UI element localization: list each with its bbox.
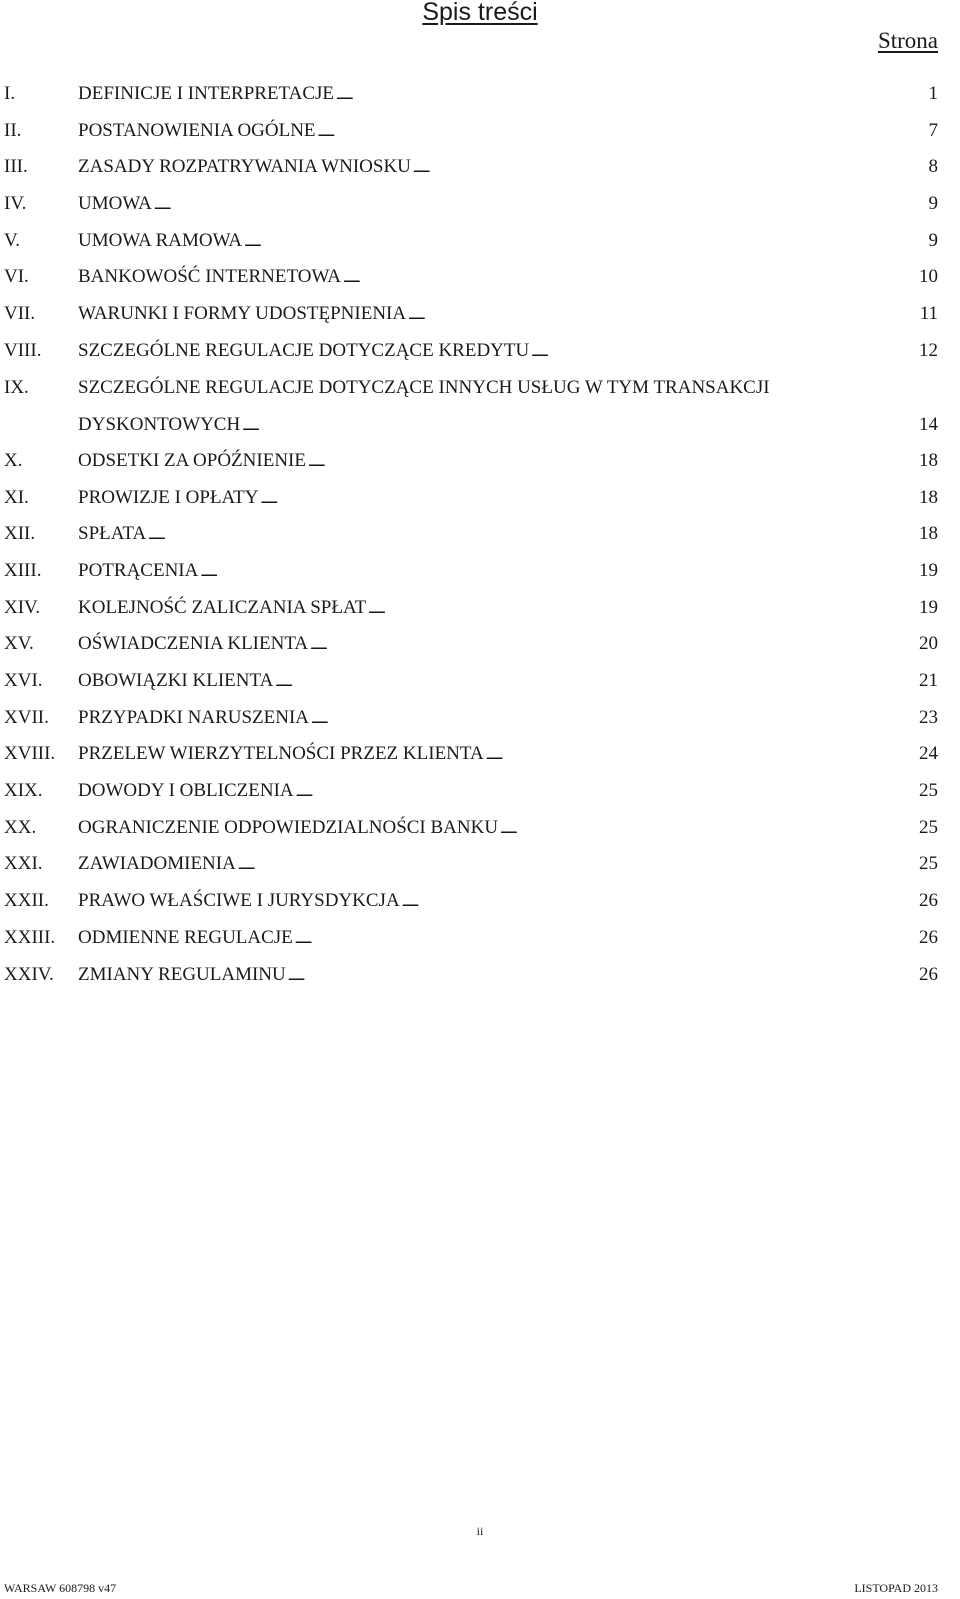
- toc-entry-text: [78, 854, 938, 875]
- toc-entry-label: WARUNKI I FORMY UDOSTĘPNIENIA: [78, 303, 407, 325]
- toc-entry-page: 25: [919, 853, 938, 875]
- toc-entry-page: 14: [919, 413, 938, 435]
- toc-entry-label: ZMIANY REGULAMINU: [78, 963, 286, 985]
- toc-entry[interactable]: [0, 594, 960, 631]
- toc-entry-label: OGRANICZENIE ODPOWIEDZIALNOŚCI BANKU: [78, 816, 499, 838]
- footer-page-number: ii: [476, 1524, 484, 1538]
- toc-entry-number: IX.: [4, 376, 29, 398]
- toc-dot-leader: [296, 781, 917, 802]
- toc-entry[interactable]: [0, 337, 960, 374]
- toc-entry-label: ZASADY ROZPATRYWANIA WNIOSKU: [78, 156, 411, 178]
- toc-entry-page: 24: [919, 743, 938, 765]
- toc-dot-leader: [486, 744, 917, 765]
- toc-entry-number: XVI.: [4, 670, 43, 692]
- toc-entry-label: UMOWA RAMOWA: [78, 229, 243, 251]
- toc-entry-text: [78, 231, 938, 252]
- toc-entry-text: [78, 708, 938, 729]
- toc-entry-number: XXI.: [4, 853, 43, 875]
- toc-entry-number: X.: [4, 449, 23, 471]
- toc-entry-text: [78, 267, 938, 288]
- toc-entry-text: [78, 671, 938, 692]
- toc-entry-number: XXII.: [4, 890, 49, 912]
- toc-entry[interactable]: [0, 374, 960, 447]
- toc-entry-text: [78, 488, 938, 509]
- toc-entry-page: 9: [928, 193, 938, 215]
- toc-dot-leader: [343, 267, 917, 288]
- toc-entry-text: [78, 928, 938, 949]
- toc-entry-page: 18: [919, 449, 938, 471]
- toc-entry[interactable]: [0, 850, 960, 887]
- toc-dot-leader: [368, 598, 917, 619]
- toc-entry-page: 25: [919, 780, 938, 802]
- toc-entry[interactable]: [0, 740, 960, 777]
- toc-dot-leader: [275, 671, 917, 692]
- toc-entry-label: ODSETKI ZA OPÓŹNIENIE: [78, 449, 306, 471]
- toc-entry-number: VIII.: [4, 339, 42, 361]
- toc-entry-number: I.: [4, 83, 16, 104]
- toc-dot-leader: [261, 488, 918, 509]
- toc-entry-page: 10: [919, 266, 938, 288]
- toc-entry-text: [78, 378, 938, 436]
- toc-entry-label: UMOWA: [78, 193, 152, 215]
- toc-entry-page: 12: [919, 339, 938, 361]
- toc-entry-label: PRAWO WŁAŚCIWE I JURYSDYKCJA: [78, 890, 400, 912]
- toc-dot-leader: [295, 928, 917, 949]
- toc-entry-text: [78, 341, 938, 362]
- toc-entry-page: 25: [919, 816, 938, 838]
- toc-entry-text: [78, 781, 938, 802]
- toc-entry[interactable]: [0, 153, 960, 190]
- toc-entry-page: 18: [919, 486, 938, 508]
- toc-entry-page: 26: [919, 890, 938, 912]
- toc-entry[interactable]: [0, 117, 960, 154]
- toc-entry[interactable]: [0, 80, 960, 117]
- toc-entry-page: 18: [919, 523, 938, 545]
- page-column-header: Strona: [877, 28, 938, 53]
- toc-entry-number: XIII.: [4, 559, 42, 581]
- toc-entry-number: III.: [4, 156, 28, 178]
- toc-entry-page: 26: [919, 963, 938, 985]
- toc-entry-number: IV.: [4, 193, 27, 215]
- toc-dot-leader: [238, 854, 917, 875]
- toc-entry-number: XXIV.: [4, 963, 54, 985]
- toc-entry[interactable]: [0, 924, 960, 961]
- toc-entry-text: [78, 304, 938, 325]
- toc-entry-label: KOLEJNOŚĆ ZALICZANIA SPŁAT: [78, 596, 367, 618]
- toc-entry-text: [78, 84, 938, 105]
- toc-entry-text: [78, 891, 938, 912]
- toc-entry-number: XII.: [4, 523, 36, 545]
- toc-dot-leader: [288, 965, 917, 986]
- toc-dot-leader: [402, 891, 917, 912]
- toc-entry[interactable]: [0, 667, 960, 704]
- toc-entry[interactable]: [0, 447, 960, 484]
- footer-date: LISTOPAD 2013: [854, 1581, 938, 1595]
- toc-entry-label: POTRĄCENIA: [78, 559, 199, 581]
- toc-entry-text: [78, 524, 938, 545]
- toc-entry-text: [78, 561, 938, 582]
- toc-entry-label: POSTANOWIENIA OGÓLNE: [78, 119, 316, 141]
- table-of-contents: [0, 80, 960, 997]
- toc-entry-text: [78, 634, 938, 655]
- toc-entry-number: V.: [4, 229, 21, 251]
- toc-entry[interactable]: [0, 630, 960, 667]
- toc-entry-label: ODMIENNE REGULACJE: [78, 926, 293, 948]
- toc-entry-label: BANKOWOŚĆ INTERNETOWA: [78, 266, 341, 288]
- toc-entry-page: 11: [919, 303, 938, 325]
- toc-entry-number: XX.: [4, 816, 37, 838]
- toc-dot-leader: [148, 524, 917, 545]
- toc-entry-label: PRZELEW WIERZYTELNOŚCI PRZEZ KLIENTA: [78, 743, 484, 765]
- toc-entry-text: [78, 451, 938, 472]
- toc-dot-leader: [242, 415, 917, 436]
- toc-entry[interactable]: [0, 557, 960, 594]
- toc-dot-leader: [154, 194, 927, 215]
- toc-dot-leader: [200, 561, 917, 582]
- toc-dot-leader: [408, 304, 918, 325]
- toc-entry[interactable]: [0, 484, 960, 521]
- document-title: Spis treści: [422, 0, 538, 26]
- toc-entry-label: PRZYPADKI NARUSZENIA: [78, 706, 310, 728]
- toc-entry-label: DOWODY I OBLICZENIA: [78, 780, 294, 802]
- toc-entry-number: VII.: [4, 303, 36, 325]
- toc-entry-page: 23: [919, 706, 938, 728]
- toc-entry-number: XV.: [4, 633, 34, 655]
- footer-document-id: WARSAW 608798 v47: [4, 1581, 117, 1595]
- toc-entry[interactable]: [0, 814, 960, 851]
- toc-entry[interactable]: [0, 887, 960, 924]
- toc-dot-leader: [244, 231, 926, 252]
- toc-entry-page: 7: [928, 119, 938, 141]
- toc-entry-text: [78, 157, 938, 178]
- toc-entry-page: 19: [919, 559, 938, 581]
- toc-entry-label: OBOWIĄZKI KLIENTA: [78, 670, 274, 692]
- toc-entry-page: 9: [928, 229, 938, 251]
- toc-entry-label: DEFINICJE I INTERPRETACJE: [78, 83, 335, 104]
- toc-entry-label: OŚWIADCZENIA KLIENTA: [78, 633, 309, 655]
- toc-entry-number: XI.: [4, 486, 29, 508]
- toc-entry[interactable]: [0, 704, 960, 741]
- toc-dot-leader: [500, 818, 917, 839]
- toc-dot-leader: [310, 634, 917, 655]
- toc-entry[interactable]: [0, 520, 960, 557]
- toc-entry-number: VI.: [4, 266, 29, 288]
- toc-entry-number: XXIII.: [4, 926, 56, 948]
- toc-entry[interactable]: [0, 227, 960, 264]
- toc-entry-page: 21: [919, 670, 938, 692]
- toc-entry-number: XIX.: [4, 780, 43, 802]
- toc-entry-page: 1: [928, 83, 938, 104]
- toc-entry-number: XIV.: [4, 596, 41, 618]
- toc-dot-leader: [531, 341, 917, 362]
- toc-entry-text: [78, 744, 938, 765]
- toc-entry[interactable]: [0, 300, 960, 337]
- toc-entry-label: ZAWIADOMIENIA: [78, 853, 236, 875]
- toc-entry-page: 19: [919, 596, 938, 618]
- toc-dot-leader: [336, 84, 926, 105]
- toc-dot-leader: [413, 157, 927, 178]
- toc-entry-label: SZCZEGÓLNE REGULACJE DOTYCZĄCE KREDYTU: [78, 339, 530, 361]
- toc-entry-label: DYSKONTOWYCH: [78, 413, 241, 435]
- toc-entry-text: [78, 598, 938, 619]
- toc-entry-text: [78, 965, 938, 986]
- toc-entry-page: 20: [919, 633, 938, 655]
- toc-entry-number: XVII.: [4, 706, 49, 728]
- toc-entry-label: PROWIZJE I OPŁATY: [78, 486, 259, 508]
- toc-dot-leader: [308, 451, 917, 472]
- toc-entry-page: 26: [919, 926, 938, 948]
- toc-dot-leader: [311, 708, 917, 729]
- toc-entry-number: XVIII.: [4, 743, 56, 765]
- toc-entry-label-line1: SZCZEGÓLNE REGULACJE DOTYCZĄCE INNYCH USŁUG W TYM TRANSAKCJI: [78, 376, 770, 398]
- toc-entry-label: SPŁATA: [78, 523, 147, 545]
- toc-entry[interactable]: [0, 263, 960, 300]
- toc-entry[interactable]: [0, 190, 960, 227]
- toc-entry[interactable]: [0, 777, 960, 814]
- toc-entry-text: [78, 121, 938, 142]
- toc-entry-text: [78, 194, 938, 215]
- toc-entry-page: 8: [928, 156, 938, 178]
- toc-entry-text: [78, 818, 938, 839]
- toc-entry[interactable]: [0, 961, 960, 998]
- toc-entry-number: II.: [4, 119, 22, 141]
- toc-dot-leader: [318, 121, 927, 142]
